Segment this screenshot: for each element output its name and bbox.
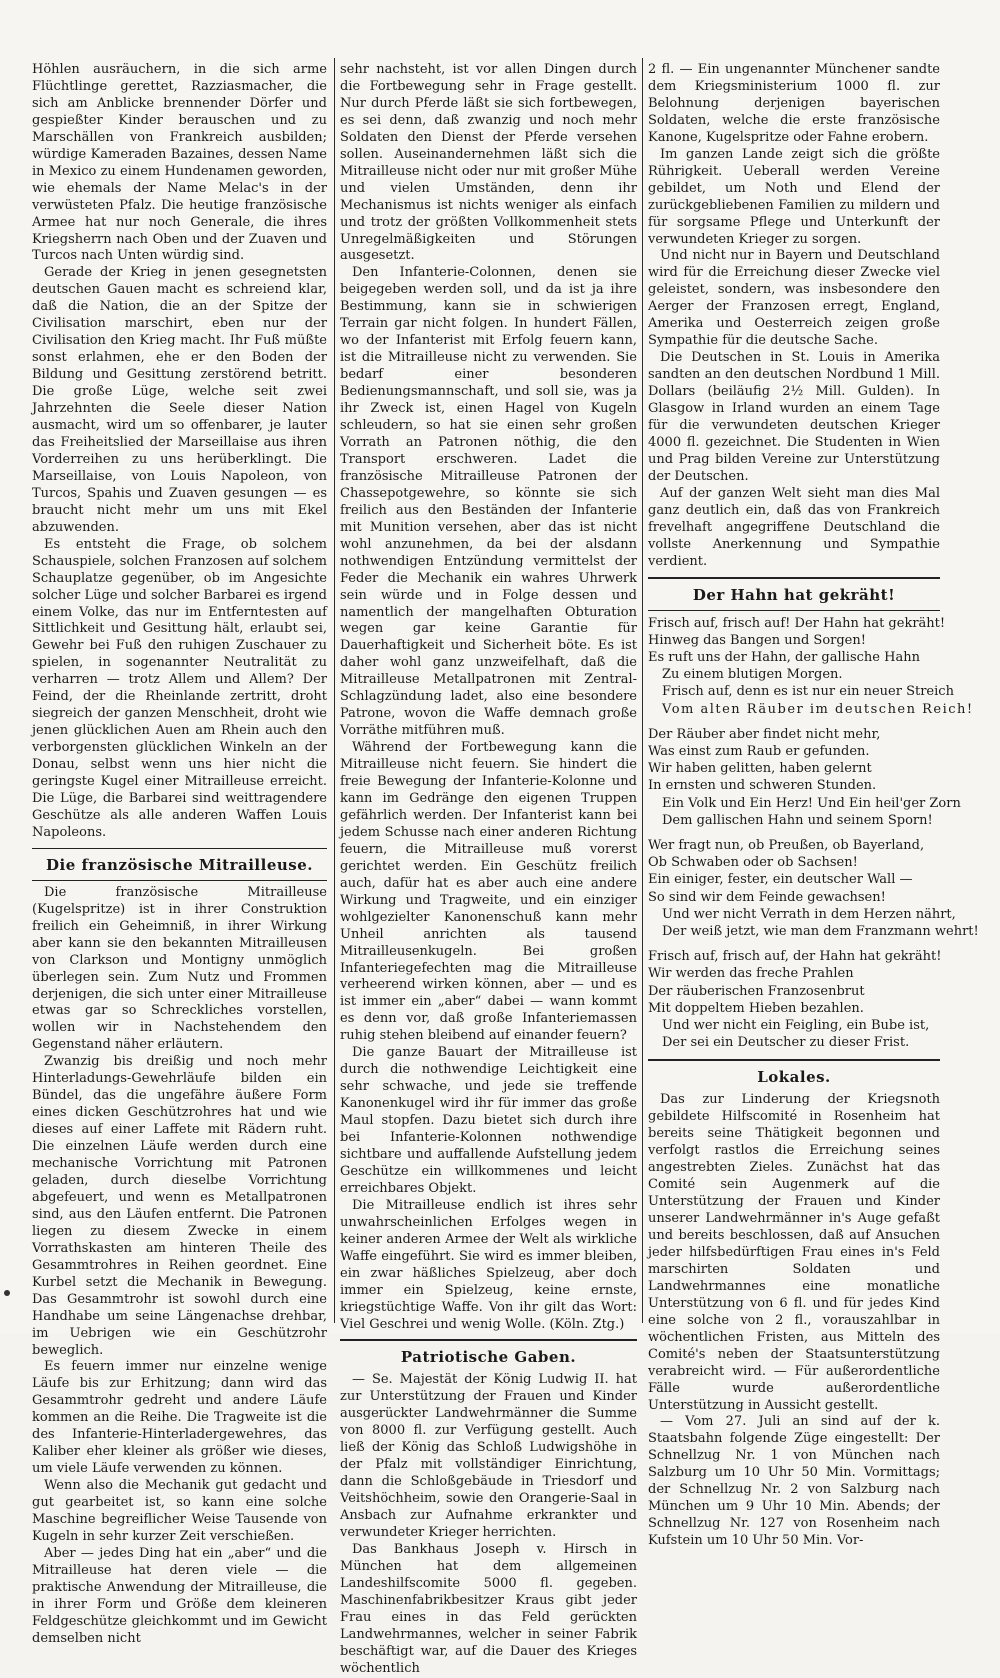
column-2 bbox=[340, 62, 637, 1676]
poem-line: Der Räuber aber findet nicht mehr, bbox=[648, 726, 881, 742]
paragraph: Die Mitrailleuse endlich ist ihres sehr unwahrscheinlichen Erfolges wegen in keiner anderen Armee der Welt als wirkliche Waffe eingeführt. Sie wird es immer bleiben, ein zwar häßliches Spielzeug, aber doch immer ein Spielzeug, keine ernste, kriegstüchtige Waffe. Von ihr gilt das Wort: Viel Geschrei und wenig Wolle. (Köln. Ztg.) bbox=[340, 1197, 637, 1332]
poem-line: Wir haben gelitten, haben gelernt bbox=[648, 761, 872, 777]
bleed-through-text bbox=[0, 36, 1000, 58]
column-1 bbox=[32, 62, 327, 1646]
section-divider bbox=[648, 1059, 940, 1061]
poem-line: Mit doppeltem Hieben bezahlen. bbox=[648, 1000, 864, 1016]
heading-underline bbox=[648, 610, 940, 611]
ink-mark bbox=[4, 1290, 10, 1296]
paragraph: Es feuern immer nur einzelne wenige Läufe bis zur Erhitzung; dann wird das Gesammtrohr gedreht und andere Läufe kommen an die Reihe. Die Tragweite ist die des Infanterie-Hinterladergewehres, das Kaliber eher kleiner als größer wie dieses, um viele Läufe verwenden zu können. bbox=[32, 1359, 327, 1477]
poem-stanza bbox=[648, 726, 961, 829]
paragraph: Aber — jedes Ding hat ein „aber“ und die Mitrailleuse hat deren viele — die praktische Anwendung der Mitrailleuse, die in ihrer Form und Größe dem kleineren Feldgeschütze gleichkommt und im Gewicht demselben nicht bbox=[32, 1545, 327, 1646]
poem-line: Es ruft uns der Hahn, der gallische Hahn bbox=[648, 649, 920, 665]
section-divider bbox=[32, 848, 327, 849]
poem-line: Frisch auf, denn es ist nur ein neuer Streich bbox=[662, 684, 954, 700]
poem-line: So sind wir dem Feinde gewachsen! bbox=[648, 889, 886, 905]
paragraph: Gerade der Krieg in jenen gesegnetsten deutschen Gauen macht es schreiend klar, daß die Nation, die an der Spitze der Civilisation marschirt, eben nur der Civilisation den Krieg macht. Ihr Fuß müßte sonst erlahmen, ehe er den Boden der Bildung und Gesittung zerstörend betritt. Die große Lüge, welche seit zwei Jahrzehnten die Seele dieser Nation ausmacht, wird um so offenbarer, je lauter das Freiheitslied der Marseillaise aus ihren Vorderreihen zu uns herüberklingt. Die Marseillaise, von Louis Napoleon, von Turcos, Spahis und Zuaven gesungen — es braucht nicht mehr um uns mit Ekel abzuwenden. bbox=[32, 265, 327, 535]
section-heading-gaben: Patriotische Gaben. bbox=[400, 1348, 577, 1367]
paragraph: Auf der ganzen Welt sieht man dies Mal ganz deutlich ein, daß das von Frankreich frevelhaft angegriffene Deutschland die vollste Anerkennung und Sympathie verdient. bbox=[648, 485, 940, 569]
section-divider bbox=[340, 1339, 637, 1341]
poem-line: Was einst zum Raub er gefunden. bbox=[648, 743, 870, 759]
poem-stanza bbox=[648, 948, 940, 1051]
paragraph: Zwanzig bis dreißig und noch mehr Hinterladungs-Gewehrläufe bilden ein Bündel, das die ungefähre äußere Form eines dicken Geschützrohres hat und wie dieses auf einer Laffete mit Rädern ruht. Die einzelnen Läufe werden durch eine mechanische Vorrichtung mit Patronen geladen, durch dieselbe Vorrichtung abgefeuert, und wenn es Metallpatronen sind, aus den Läufen entfernt. Die Patronen liegen zu diesem Zwecke in einem Vorrathskasten am hinteren Theile des Gesammtrohres in Reihen geordnet. Eine Kurbel setzt die Mechanik in Bewegung. Das Gesammtrohr ist sowohl durch eine Handhabe um seine Längenachse drehbar, im Uebrigen wie ein Geschützrohr beweglich. bbox=[32, 1054, 327, 1358]
section-heading-lokales: Lokales. bbox=[757, 1068, 831, 1087]
paragraph: Die ganze Bauart der Mitrailleuse ist durch die nothwendige Leichtigkeit eine sehr schwache, und jede sie treffende Kanonenkugel wird ihr für immer das große Maul stopfen. Dazu bietet sich durch ihre bei Infanterie-Kolonnen nothwendige sichtbare und auffallende Aufstellung jedem Geschütze ein willkommenes und leicht erreichbares Objekt. bbox=[340, 1045, 637, 1196]
column-rule-1 bbox=[334, 58, 335, 1323]
column-rule-2 bbox=[642, 58, 643, 1323]
paragraph: Höhlen ausräuchern, in die sich arme Flüchtlinge gerettet, Razziasmacher, die sich am Anblicke brennender Dörfer und gespießter Kinder berauschen und zu Marschällen von Frankreich ausbilden; würdige Kameraden Bazaines, dessen Name in Mexico zu einem Hundenamen geworden, wie ehemals der Name Melac's in der verwüsteten Pfalz. Die heutige französische Armee hat nur noch Generale, die ihres Kriegsherrn nach Oben und der Zuaven und Turcos nach Unten würdig sind. bbox=[32, 62, 327, 264]
poem-line: Und wer nicht ein Feigling, ein Bube ist, bbox=[662, 1018, 930, 1034]
poem-line: In ernsten und schweren Stunden. bbox=[648, 778, 877, 794]
poem-line: Ein Volk und Ein Herz! Und Ein heil'ger Zorn bbox=[662, 795, 961, 811]
paragraph: Das zur Linderung der Kriegsnoth gebildete Hilfscomité in Rosenheim hat bereits seine Thätigkeit begonnen und verfolgt rastlos die Erreichung seines angestrebten Zieles. Zunächst hat das Comité sein Augenmerk auf die Unterstützung der Frauen und Kinder unserer Landwehrmänner in's Auge gefaßt und bereits beschlossen, daß auf Ansuchen jeder hilfsbedürftigen Frau eines in's Feld marschirten Soldaten und Landwehrmannes eine monatliche Unterstützung von 6 fl. und für jedes Kind eine solche von 2 fl., vorauszahlbar in wöchentlichen Fristen, aus Mitteln des Comité's neben der Staatsunterstützung verabreicht wird. — Für außerordentliche Fälle wurde außerordentliche Unterstützung in Aussicht gestellt. bbox=[648, 1092, 940, 1413]
paragraph: sehr nachsteht, ist vor allen Dingen durch die Fortbewegung sehr in Frage gestellt. Nur durch Pferde läßt sie sich fortbewegen, es sei denn, daß zwanzig und noch mehr Soldaten den Dienst der Pferde versehen sollen. Auseinandernehmen läßt sich die Mitrailleuse nicht oder nur mit großer Mühe und vielen Umständen, denn ihr Mechanismus ist nichts weniger als einfach und trotz der größten Vollkommenheit stets Unregelmäßigkeiten und Störungen ausgesetzt. bbox=[340, 62, 637, 264]
poem-line: Hinweg das Bangen und Sorgen! bbox=[648, 632, 866, 648]
poem-line: Dem gallischen Hahn und seinem Sporn! bbox=[662, 812, 933, 828]
poem-line: Ob Schwaben oder ob Sachsen! bbox=[648, 855, 858, 871]
heading-underline bbox=[32, 880, 327, 881]
paragraph: Die Deutschen in St. Louis in Amerika sandten an den deutschen Nordbund 1 Mill. Dollars (beiläufig 2½ Mill. Gulden). In Glasgow in Irland wurden an einem Tage für die verwundeten deutschen Krieger 4000 fl. gezeichnet. Die Studenten in Wien und Prag bilden Vereine zur Unterstützung der Deutschen. bbox=[648, 350, 940, 484]
column-3 bbox=[648, 62, 979, 1549]
paragraph: Im ganzen Lande zeigt sich die größte Rührigkeit. Ueberall werden Vereine gebildet, um Noth und Elend der zurückgebliebenen Familien zu mildern und für sorgsame Pflege und Unterkunft der verwundeten Krieger zu sorgen. bbox=[648, 146, 940, 247]
section-heading-mitrailleuse: Die französische Mitrailleuse. bbox=[46, 855, 313, 874]
paragraph: Die französische Mitrailleuse (Kugelspritze) ist in ihrer Construktion freilich ein Geheimniß, in ihrer Wirkung aber kann sie den bekannten Mitrailleusen von Clarkson und Montigny unmöglich überlegen sein. Zum Nutz und Frommen derjenigen, die sich unter einer Mitrailleuse etwas gar so Schreckliches vorstellen, wollen wir in Nachstehendem den Gegenstand näher erläutern. bbox=[32, 884, 327, 1053]
poem-line: Der sei ein Deutscher zu dieser Frist. bbox=[662, 1035, 910, 1051]
poem-line: Und wer nicht Verrath in dem Herzen nährt, bbox=[662, 906, 956, 922]
paragraph: Wenn also die Mechanik gut gedacht und gut gearbeitet ist, so kann eine solche Maschine begreiflicher Weise Tausende von Kugeln in sehr kurzer Zeit verschießen. bbox=[32, 1478, 327, 1545]
paragraph: Das Bankhaus Joseph v. Hirsch in München hat dem allgemeinen Landeshilfscomite 5000 fl. gegeben. Maschinenfabrikbesitzer Kraus gibt jeder Frau eines in das Feld gerückten Landwehrmannes, welcher in seiner Fabrik beschäftigt war, auf die Dauer des Krieges wöchentlich bbox=[340, 1541, 637, 1676]
paragraph: — Se. Majestät der König Ludwig II. hat zur Unterstützung der Frauen und Kinder ausgerückter Landwehrmänner die Summe von 8000 fl. zur Verfügung gestellt. Auch ließ der König das Schloß Ludwigshöhe in der Pfalz mit vollständiger Einrichtung, dann die Schloßgebäude in Triesdorf und Veitshöchheim, sowie den Orangerie-Saal in Ansbach zur Aufnahme erkrankter und verwundeter Krieger herrichten. bbox=[340, 1372, 637, 1541]
paragraph: — Vom 27. Juli an sind auf der k. Staatsbahn folgende Züge eingestellt: Der Schnellzug Nr. 1 von München nach Salzburg um 10 Uhr 50 Min. Vormittags; der Schnellzug Nr. 2 von Salzburg nach München um 9 Uhr 10 Min. Abends; der Schnellzug Nr. 127 von Rosenheim nach Kufstein um 10 Uhr 50 Min. Vor- bbox=[648, 1414, 940, 1549]
poem-line: Frisch auf, frisch auf, der Hahn hat gekräht! bbox=[648, 949, 942, 965]
paragraph: Und nicht nur in Bayern und Deutschland wird für die Erreichung dieser Zwecke viel geleistet, sondern, was insbesondere den Aerger der Franzosen erregt, England, Amerika und Oesterreich zeigen große Sympathie für die deutsche Sache. bbox=[648, 248, 940, 349]
poem-stanza bbox=[648, 837, 979, 940]
paragraph: Während der Fortbewegung kann die Mitrailleuse nicht feuern. Sie hindert die freie Bewegung der Infanterie-Kolonne und kann im Gedränge den eigenen Truppen gefährlich werden. Der Infanterist kann bei jedem Schusse nach einer anderen Richtung feuern, die Mitrailleuse muß vorerst gerichtet werden. Ein Geschütz freilich auch, dafür hat es aber auch eine andere Wirkung und Tragweite, und ein einziger wohlgezielter Kanonenschuß kann mehr Unheil anrichten als tausend Mitrailleusenkugeln. Bei großen Infanteriegefechten mag die Mitrailleuse verheerend wirken können, aber — und es ist immer ein „aber“ dabei — wann kommt es denn vor, daß große Infanteriemassen ruhig stehen bleibend auf einander feuern? bbox=[340, 740, 637, 1044]
poem-title: Der Hahn hat gekräht! bbox=[692, 585, 896, 604]
poem-stanza bbox=[648, 615, 974, 718]
poem-line: Ein einiger, fester, ein deutscher Wall — bbox=[648, 872, 913, 888]
section-divider bbox=[648, 577, 940, 579]
poem-line: Frisch auf, frisch auf! Der Hahn hat gekräht! bbox=[648, 615, 946, 631]
poem-line: Wir werden das freche Prahlen bbox=[648, 966, 854, 982]
paragraph: Den Infanterie-Colonnen, denen sie beigegeben werden soll, und da ist ja ihre Bestimmung, kann sie in schwierigen Terrain gar nicht folgen. In hundert Fällen, wo der Infanterist mit Erfolg feuern kann, ist die Mitrailleuse nicht zu verwenden. Sie bedarf einer besonderen Bedienungsmannschaft, und soll sie, was ja ihr Zweck ist, einen Hagel von Kugeln schleudern, so hat sie einen sehr großen Vorrath an Patronen nöthig, die den Transport erschweren. Ladet die französische Mitrailleuse Patronen der Chassepotgewehre, so könnte sie sich freilich aus den Beständen der Infanterie mit Munition versehen, aber das ist nicht wohl anzunehmen, da bei der alsdann nothwendigen Entzündung vermittelst der Feder die Mechanik ein wahres Uhrwerk sein würde und in Folge dessen und namentlich der mangelhaften Obturation wegen gar keine Garantie für Dauerhaftigkeit und Sicherheit böte. Es ist daher wohl ganz unzweifelhaft, daß die Mitrailleuse Metallpatronen mit Zentral-Schlagzündung ladet, also eine besondere Patrone, wovon die Waffe demnach große Vorräthe mitführen muß. bbox=[340, 265, 637, 739]
paragraph: 2 fl. — Ein ungenannter Münchener sandte dem Kriegsministerium 1000 fl. zur Belohnung derjenigen bayerischen Soldaten, welche die erste französische Kanone, Kugelspritze oder Fahne erobern. bbox=[648, 62, 940, 145]
paragraph: Es entsteht die Frage, ob solchem Schauspiele, solchen Franzosen auf solchem Schauplatze gegenüber, ob im Angesichte solcher Lüge und solcher Barbarei es irgend einem Volke, das nur im Entferntesten auf Sittlichkeit und Gesittung hält, erlaubt sei, Gewehr bei Fuß den ruhigen Zuschauer zu spielen, in sogenannter Neutralität zu verharren — trotz Allem und Allem? Der Feind, der die Rheinlande zertritt, droht siegreich der ganzen Menschheit, droht wie jenen glücklichen Auen am Rhein auch den verborgensten glücklichen Winkeln an der Donau, selbst wenn uns hier nicht die geringste Kugel einer Mitrailleuse erreicht. Die Lüge, die Barbarei sind weittragendere Geschütze als alle anderen Waffen Louis Napoleons. bbox=[32, 536, 327, 840]
poem-line: Zu einem blutigen Morgen. bbox=[662, 667, 843, 683]
poem-line: Der räuberischen Franzosenbrut bbox=[648, 983, 865, 999]
poem bbox=[648, 615, 979, 1052]
poem-line: Der weiß jetzt, wie man dem Franzmann wehrt! bbox=[662, 924, 979, 939]
poem-line: Vom alten Räuber im deutschen Reich! bbox=[662, 701, 974, 717]
poem-line: Wer fragt nun, ob Preußen, ob Bayerland, bbox=[648, 837, 925, 853]
